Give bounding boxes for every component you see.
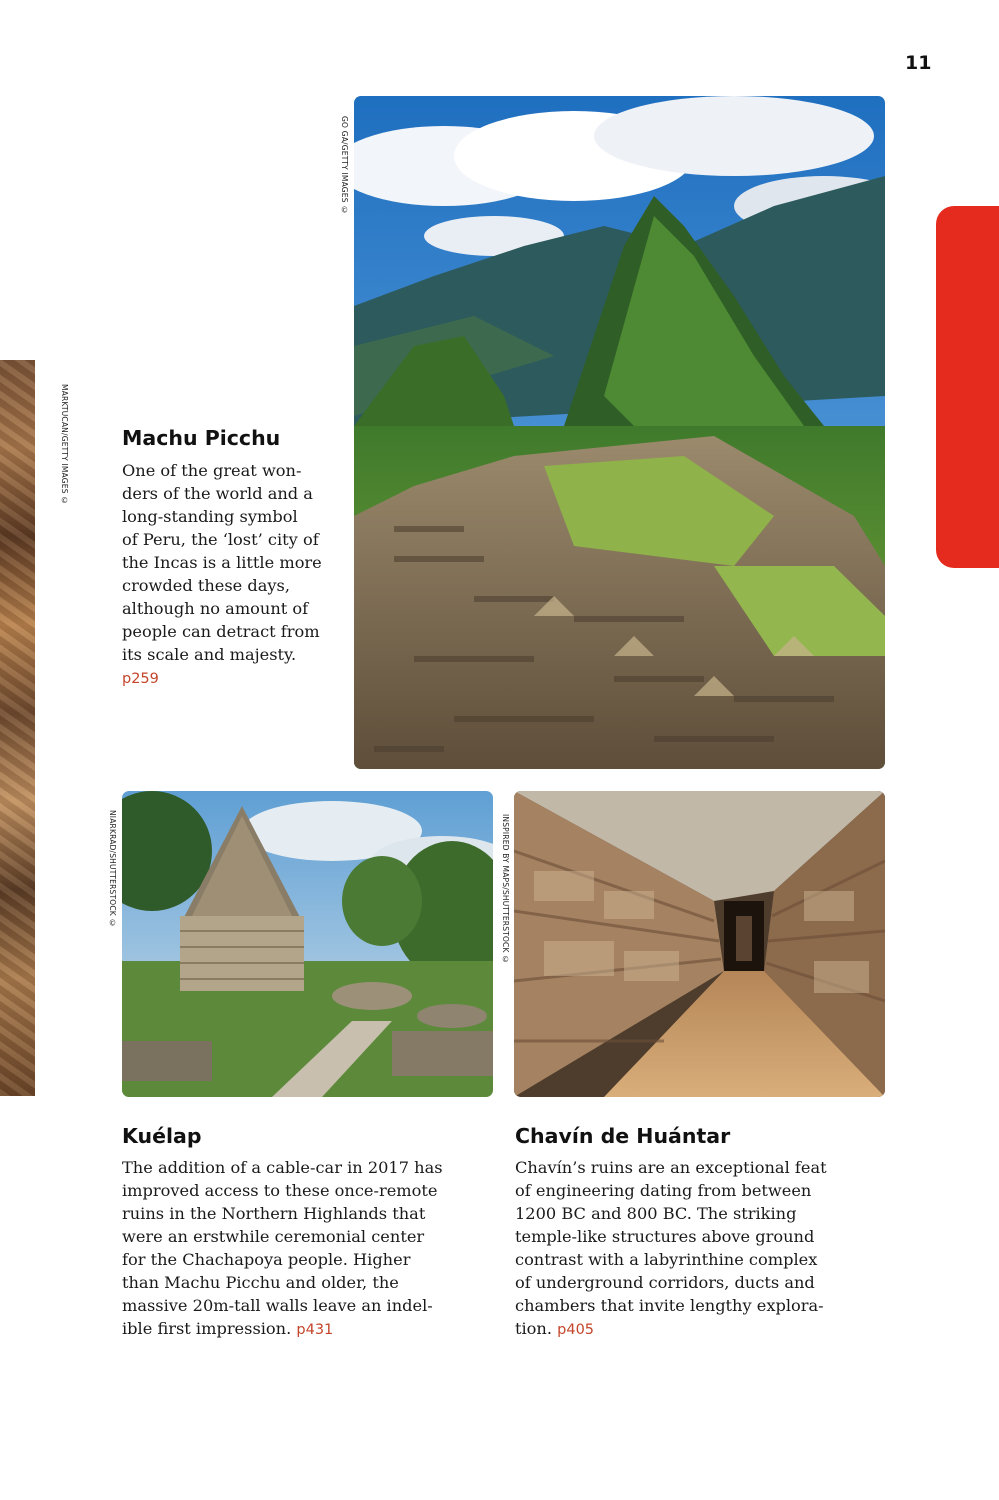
kuelap-photo <box>122 791 493 1097</box>
kuelap-page-ref[interactable]: p431 <box>296 1322 334 1338</box>
photo-credit-kuelap: NIARKRAD/SHUTTERSTOCK © <box>108 810 117 928</box>
body-line: for the Chachapoya people. Higher <box>122 1250 411 1269</box>
body-line: than Machu Picchu and older, the <box>122 1273 399 1292</box>
body-line: tion. <box>515 1319 552 1338</box>
body-line: crowded these days, <box>122 576 291 595</box>
body-line: massive 20m-tall walls leave an indel- <box>122 1296 433 1315</box>
body-line: of underground corridors, ducts and <box>515 1273 815 1292</box>
machu-picchu-photo <box>354 96 885 769</box>
chavin-title: Chavín de Huántar <box>515 1124 731 1148</box>
photo-credit-chavin: INSPIRED BY MAPS/SHUTTERSTOCK © <box>501 814 510 965</box>
chavin-description <box>515 1156 827 1342</box>
kuelap-description <box>122 1156 443 1342</box>
body-line: the Incas is a little more <box>122 553 322 572</box>
body-line: of engineering dating from between <box>515 1181 812 1200</box>
body-line: temple-like structures above ground <box>515 1227 815 1246</box>
body-line: were an erstwhile ceremonial center <box>122 1227 425 1246</box>
kuelap-title: Kuélap <box>122 1124 202 1148</box>
body-line: Chavín’s ruins are an exceptional feat <box>515 1158 827 1177</box>
body-line: chambers that invite lengthy explora- <box>515 1296 824 1315</box>
body-line: improved access to these once-remote <box>122 1181 438 1200</box>
left-edge-photo <box>0 360 35 1096</box>
body-line: The addition of a cable-car in 2017 has <box>122 1158 443 1177</box>
page-number: 11 <box>905 52 932 74</box>
chapter-tab <box>936 206 999 568</box>
machu-picchu-page-ref[interactable]: p259 <box>122 671 159 687</box>
chavin-page-ref[interactable]: p405 <box>557 1322 595 1338</box>
body-line: ible first impression. <box>122 1319 292 1338</box>
body-line: One of the great won- <box>122 461 302 480</box>
machu-picchu-title: Machu Picchu <box>122 426 281 450</box>
machu-picchu-description <box>122 459 322 691</box>
body-line: although no amount of <box>122 599 309 618</box>
photo-credit-left-strip: MARKTUCAN/GETTY IMAGES © <box>60 384 69 506</box>
body-line: of Peru, the ‘lost’ city of <box>122 530 319 549</box>
body-line: contrast with a labyrinthine complex <box>515 1250 818 1269</box>
body-line: long-standing symbol <box>122 507 298 526</box>
body-line: people can detract from <box>122 622 320 641</box>
chavin-photo <box>514 791 885 1097</box>
body-line: its scale and majesty. <box>122 645 297 664</box>
body-line: 1200 BC and 800 BC. The striking <box>515 1204 797 1223</box>
body-line: ruins in the Northern Highlands that <box>122 1204 426 1223</box>
body-line: ders of the world and a <box>122 484 313 503</box>
photo-credit-machu-picchu: GO GA/GETTY IMAGES © <box>340 116 349 215</box>
